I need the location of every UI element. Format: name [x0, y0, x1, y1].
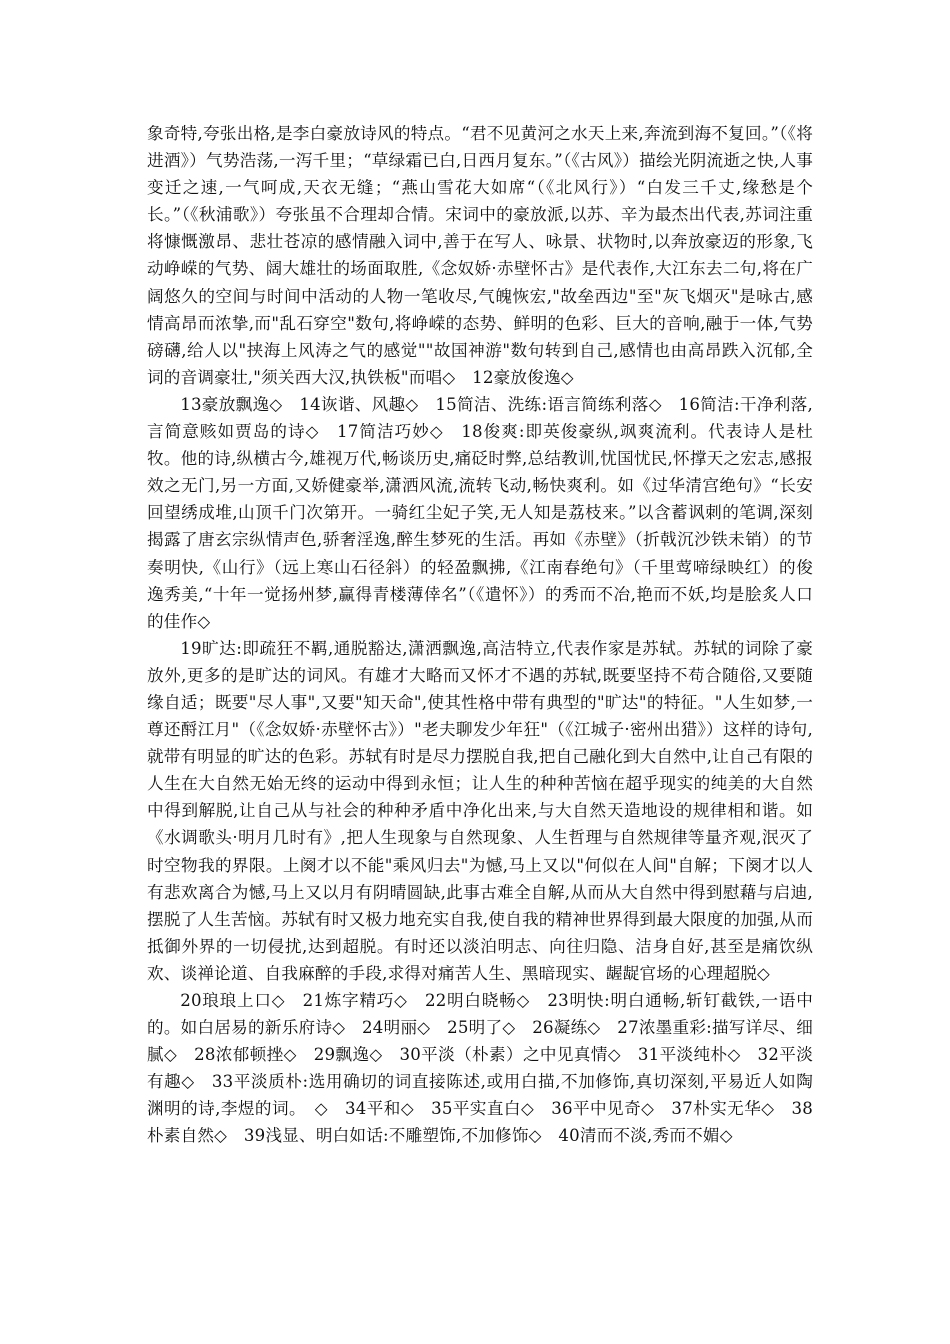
paragraph-1: 象奇特,夸张出格,是李白豪放诗风的特点。“君不见黄河之水天上来,奔流到海不复回。”（《将进酒》）气势浩荡,一泻千里；“草绿霜已白,日西月复东。”（《古风》）描绘光阴流逝之快,人事变迁之速,一气呵成,天衣无缝；“燕山雪花大如席“（《北风行》）“白发三千丈,缘愁是个长。”（《秋浦歌》）夸张虽不合理却合情。宋词中的豪放派,以苏、辛为最杰出代表,苏词注重将慷慨激昂、悲壮苍凉的感情融入词中,善于在写人、咏景、状物时,以奔放豪迈的形象,飞动峥嵘的气势、阔大雄壮的场面取胜,《念奴娇·赤壁怀古》是代表作,大江东去二句,将在广阔悠久的空间与时间中活动的人物一笔收尽,气魄恢宏,"故垒西边"至"灰飞烟灭"是咏古,感情高昂而浓挚,而"乱石穿空"数句,将峥嵘的态势、鲜明的色彩、巨大的音响,融于一体,气势磅礴,给人以"挟海上风涛之气的感觉""故国神游"数句转到自己,感情也由高昂跌入沉郁,全词的音调豪壮,"须关西大汉,执铁板"而唱◇ 12豪放俊逸◇	[147, 124, 813, 387]
paragraph-3: 19旷达:即疏狂不羁,通脱豁达,潇洒飘逸,高洁特立,代表作家是苏轼。苏轼的词除了豪放外,更多的是旷达的词风。有雄才大略而又怀才不遇的苏轼,既要坚持不苟合随俗,又要随缘自适；既要"尽人事",又要"知天命",使其性格中带有典型的"旷达"的特征。"人生如梦,一尊还酹江月"（《念奴娇·赤壁怀古》）"老夫聊发少年狂"（《江城子·密州出猎》）这样的诗句,就带有明显的旷达的色彩。苏轼有时是尽力摆脱自我,把自己融化到大自然中,让自己有限的人生在大自然无始无终的运动中得到永恒；让人生的种种苦恼在超乎现实的纯美的大自然中得到解脱,让自己从与社会的种种矛盾中净化出来,与大自然天造地设的规律相和谐。如《水调歌头·明月几时有》,把人生现象与自然现象、人生哲理与自然规律等量齐观,泯灭了时空物我的界限。上阕才以不能"乘风归去"为憾,马上又以"何似在人间"自解；下阕才以人有悲欢离合为憾,马上又以月有阴晴圆缺,此事古难全自解,从而从大自然中得到慰藉与启迪,摆脱了人生苦恼。苏轼有时又极力地充实自我,使自我的精神世界得到最大限度的加强,从而抵御外界的一切侵扰,达到超脱。有时还以淡泊明志、向往归隐、洁身自好,甚至是痛饮纵欢、谈禅论道、自我麻醉的手段,求得对痛苦人生、黑暗现实、龌龊官场的心理超脱◇	[147, 638, 813, 983]
paragraph-2: 13豪放飘逸◇ 14诙谐、风趣◇ 15简洁、洗练:语言简练利落◇ 16简洁:干净利落,言简意赅如贾岛的诗◇ 17简洁巧妙◇ 18俊爽:即英俊豪纵,飒爽流利。代表诗人是杜牧。他的诗,纵横古今,雄视万代,畅谈历史,痛砭时弊,总结教训,忧国忧民,怀撑天之宏志,感报效之无门,另一方面,又娇健豪举,潇洒风流,流转飞动,畅快爽利。如《过华清宫绝句》“长安回望绣成堆,山顶千门次第开。一骑红尘妃子笑,无人知是荔枝来。”以含蓄讽刺的笔调,深刻揭露了唐玄宗纵情声色,骄奢淫逸,醉生梦死的生活。再如《赤壁》（折戟沉沙铁未销）的节奏明快,《山行》（远上寒山石径斜）的轻盈飘拂,《江南春绝句》（千里莺啼绿映红）的俊逸秀美,“十年一觉扬州梦,赢得青楼薄倖名”（《遣怀》）的秀而不冶,艳而不妖,均是脍炙人口的佳作◇	[147, 394, 813, 631]
paragraph-4: 20琅琅上口◇ 21炼字精巧◇ 22明白晓畅◇ 23明快:明白通畅,斩钉截铁,一语中的。如白居易的新乐府诗◇ 24明丽◇ 25明了◇ 26凝练◇ 27浓墨重彩:描写详尽、细腻◇ 28浓郁顿挫◇ 29飘逸◇ 30平淡（朴素）之中见真情◇ 31平淡纯朴◇ 32平淡有趣◇ 33平淡质朴:选用确切的词直接陈述,或用白描,不加修饰,真切深刻,平易近人如陶渊明的诗,李煜的词。 ◇ 34平和◇ 35平实直白◇ 36平中见奇◇ 37朴实无华◇ 38朴素自然◇ 39浅显、明白如话:不雕塑饰,不加修饰◇ 40清而不淡,秀而不媚◇	[147, 991, 813, 1146]
document-body	[147, 120, 813, 1150]
